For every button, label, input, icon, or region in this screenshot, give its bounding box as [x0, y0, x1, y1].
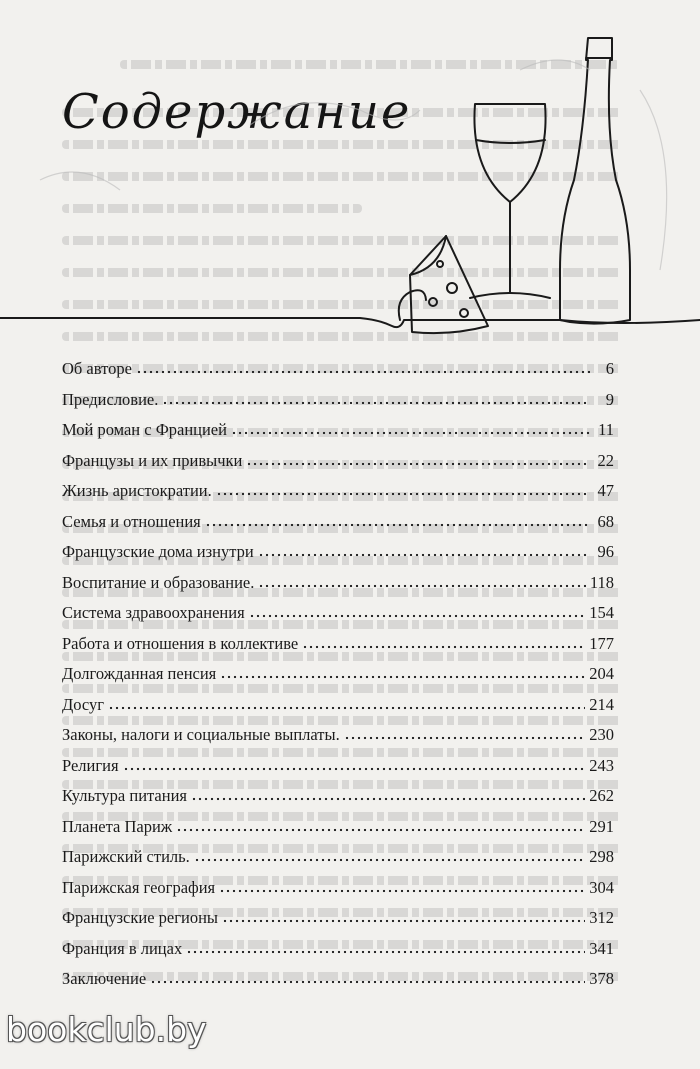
toc-entry	[62, 812, 614, 843]
dot-leader	[194, 847, 585, 862]
toc-entry-title: Система здравоохранения	[62, 603, 245, 622]
dot-leader	[216, 481, 590, 496]
toc-entry	[62, 598, 614, 629]
toc-entry-page-number: 243	[589, 755, 614, 775]
toc-entry-title: Об авторе	[62, 359, 132, 378]
toc-entry-title: Мой роман с Францией	[62, 420, 227, 439]
toc-entry	[62, 964, 614, 995]
toc-entry-title: Семья и отношения	[62, 511, 201, 531]
dot-leader	[205, 512, 590, 527]
dot-leader	[176, 817, 585, 832]
toc-entry	[62, 537, 614, 568]
toc-entry	[62, 873, 614, 904]
toc-entry	[62, 354, 614, 385]
toc-entry	[62, 751, 614, 782]
dot-leader	[344, 725, 586, 740]
dot-leader	[150, 969, 585, 984]
toc-entry-title: Воспитание и образование.	[62, 572, 255, 592]
wine-cheese-illustration	[0, 30, 700, 340]
toc-entry-title: Жизнь аристократии.	[62, 481, 212, 500]
dot-leader	[186, 939, 585, 954]
toc-entry-title: Французы и их привычки	[62, 450, 243, 470]
toc-entry-page-number: 47	[597, 481, 614, 500]
toc-entry-page-number: 96	[597, 542, 614, 561]
toc-entry-title: Досуг	[62, 694, 105, 714]
dot-leader	[123, 756, 586, 771]
toc-entry-page-number: 312	[589, 908, 614, 927]
toc-entry-page-number: 291	[589, 816, 614, 836]
toc-entry-page-number: 177	[589, 633, 614, 653]
toc-entry-title: Культура питания	[62, 786, 188, 805]
toc-entry-page-number: 378	[589, 969, 614, 988]
toc-entry	[62, 720, 614, 751]
dot-leader	[136, 359, 590, 374]
toc-entry	[62, 446, 614, 477]
toc-entry-title: Предисловие.	[62, 389, 159, 409]
page-title: Содержание	[62, 84, 412, 141]
toc-entry-page-number: 11	[598, 420, 614, 439]
dot-leader	[246, 451, 590, 466]
toc-entry	[62, 476, 614, 507]
dot-leader	[258, 542, 590, 557]
toc-entry-title: Французские регионы	[62, 908, 218, 927]
dot-leader	[191, 786, 585, 801]
toc-entry-page-number: 204	[589, 664, 614, 683]
dot-leader	[231, 420, 590, 435]
dot-leader	[258, 573, 586, 588]
toc-entry-title: Парижская география	[62, 877, 216, 897]
dot-leader	[249, 603, 586, 618]
toc-entry	[62, 507, 614, 538]
toc-entry-title: Франция в лицах	[62, 938, 183, 958]
dot-leader	[302, 634, 585, 649]
toc-entry-title: Французские дома изнутри	[62, 542, 254, 561]
toc-entry-page-number: 214	[589, 694, 614, 714]
table-of-contents	[62, 354, 614, 995]
toc-entry-title: Парижский стиль.	[62, 847, 190, 866]
toc-entry-page-number: 262	[589, 786, 614, 805]
toc-entry	[62, 934, 614, 965]
toc-entry-page-number: 304	[589, 877, 614, 897]
toc-entry-page-number: 22	[597, 450, 614, 470]
dot-leader	[162, 390, 590, 405]
toc-entry	[62, 659, 614, 690]
watermark: bookclub.by	[6, 1010, 207, 1049]
toc-entry	[62, 781, 614, 812]
toc-entry-page-number: 341	[589, 938, 614, 958]
toc-entry-page-number: 6	[605, 359, 614, 378]
toc-entry	[62, 415, 614, 446]
toc-entry	[62, 385, 614, 416]
toc-entry-title: Долгожданная пенсия	[62, 664, 217, 683]
toc-entry-title: Религия	[62, 755, 119, 775]
toc-entry-page-number: 230	[589, 725, 614, 744]
toc-entry-page-number: 154	[589, 603, 614, 622]
toc-entry-page-number: 298	[589, 847, 614, 866]
toc-entry-page-number: 68	[597, 511, 614, 531]
toc-entry	[62, 629, 614, 660]
toc-entry-title: Работа и отношения в коллективе	[62, 633, 299, 653]
toc-entry	[62, 568, 614, 599]
dot-leader	[219, 878, 585, 893]
dot-leader	[108, 695, 585, 710]
toc-entry	[62, 842, 614, 873]
toc-entry-page-number: 118	[589, 572, 614, 592]
toc-entry-page-number: 9	[605, 389, 614, 409]
toc-entry-title: Законы, налоги и социальные выплаты.	[62, 725, 340, 744]
dot-leader	[222, 908, 585, 923]
toc-entry-title: Планета Париж	[62, 816, 173, 836]
toc-entry	[62, 690, 614, 721]
toc-entry	[62, 903, 614, 934]
toc-entry-title: Заключение	[62, 969, 147, 988]
dot-leader	[220, 664, 585, 679]
